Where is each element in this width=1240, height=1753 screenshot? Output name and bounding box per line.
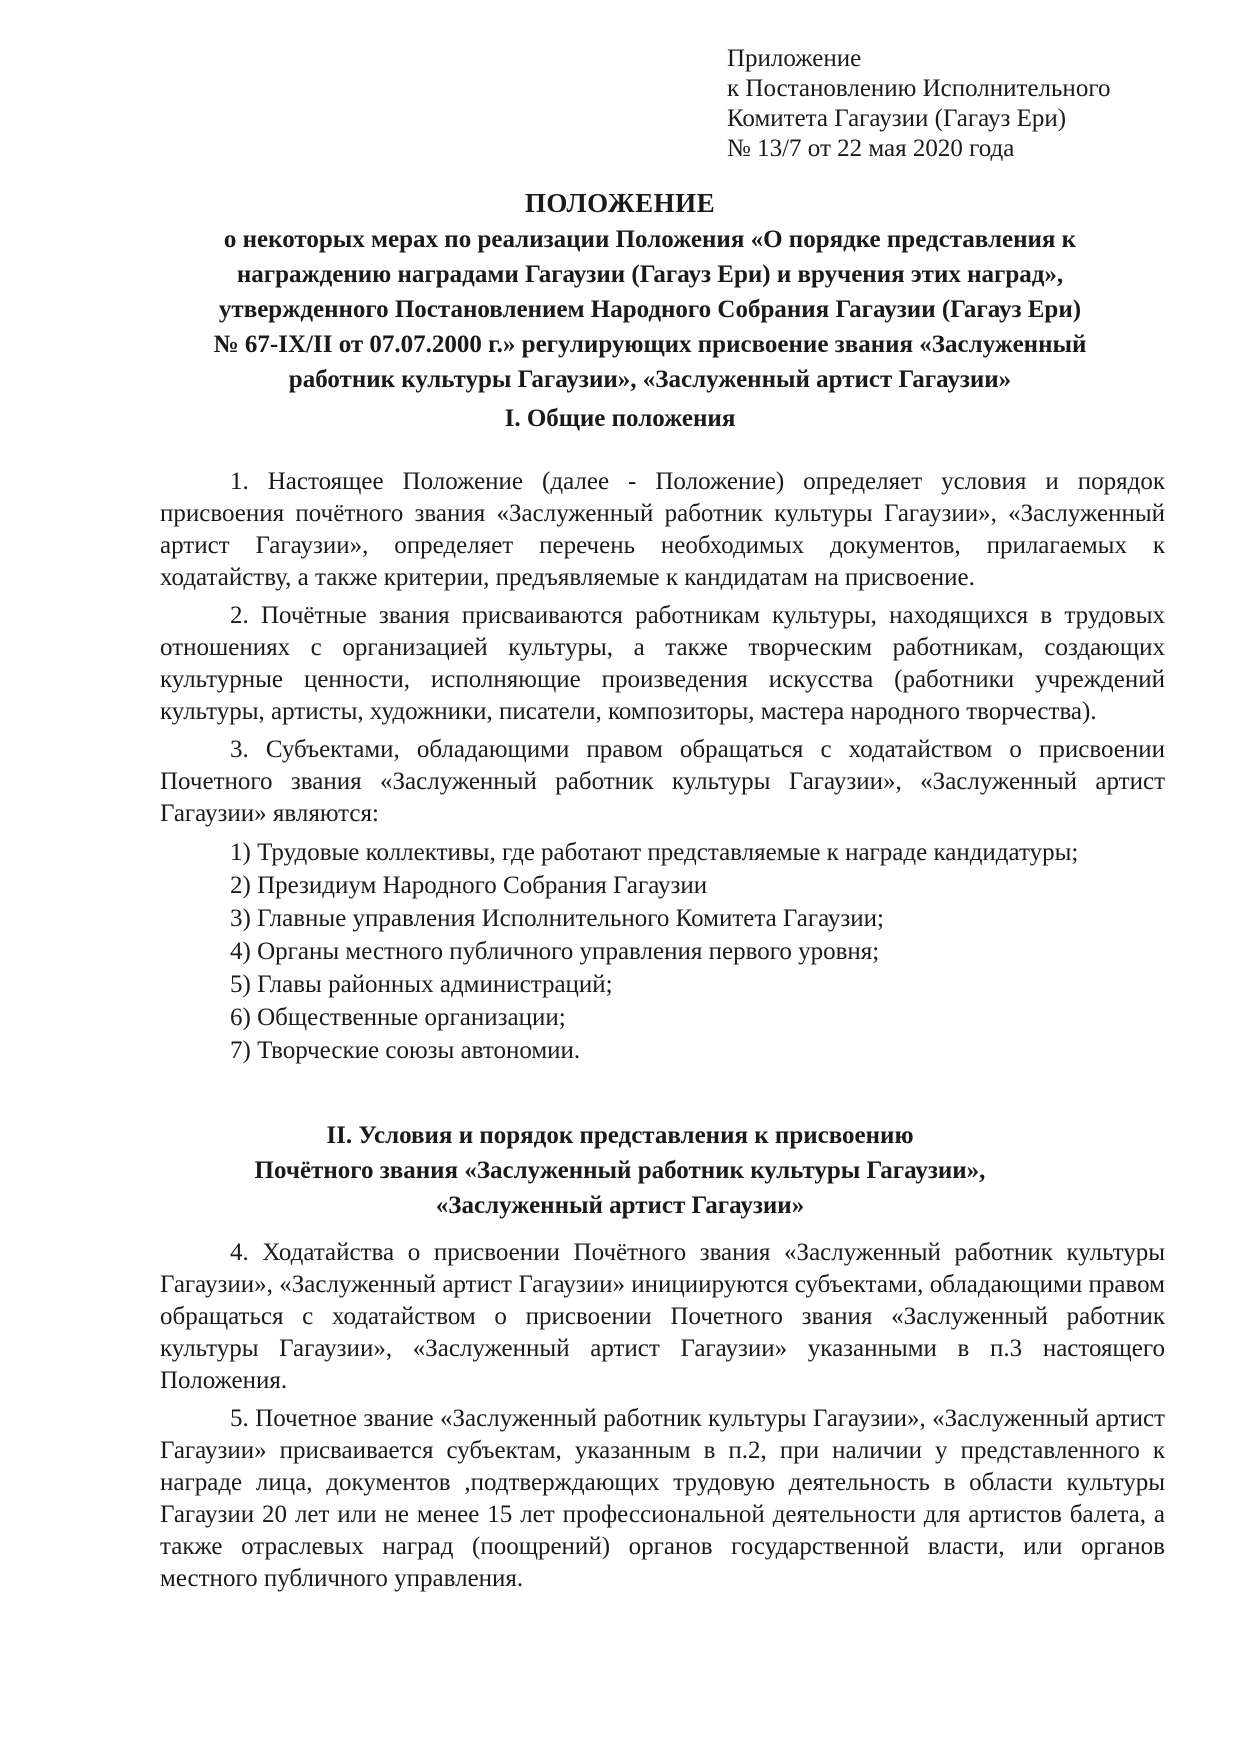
paragraph-4: 4. Ходатайства о присвоении Почётного звания «Заслуженный работник культуры Гагаузии», «Заслуженный артист Гагаузии» инициируются субъектами, обладающими правом обращаться с ходатайством о присвоении Почетного звания «Заслуженный работник культуры Гагаузии», «Заслуженный артист Гагаузии» указанными в п.3 настоящего Положения.	[160, 1239, 1165, 1394]
document-title: ПОЛОЖЕНИЕ	[524, 188, 716, 218]
list-item: 7) Творческие союзы автономии.	[230, 1037, 581, 1064]
heading-line: II. Условия и порядок представления к присвоению	[326, 1122, 914, 1149]
section-1-heading: I. Общие положения	[504, 405, 736, 432]
appendix-line: к Постановлению Исполнительного	[727, 75, 1111, 102]
paragraph-2: 2. Почётные звания присваиваются работникам культуры, находящихся в трудовых отношениях с организацией культуры, а также творческим работникам, создающих культурные ценности, исполняющие произведения искусства (работники учреждений культуры, артисты, художники, писатели, композиторы, мастера народного творчества).	[160, 602, 1165, 725]
paragraph-1: 1. Настоящее Положение (далее - Положение) определяет условия и порядок присвоения почётного звания «Заслуженный работник культуры Гагаузии», «Заслуженный артист Гагаузии», определяет перечень необходимых документов, прилагаемых к ходатайству, а также критерии, предъявляемые к кандидатам на присвоение.	[160, 468, 1165, 591]
list-item: 1) Трудовые коллективы, где работают представляемые к награде кандидатуры;	[230, 839, 1079, 866]
document-subtitle	[150, 222, 1150, 397]
subtitle-line: о некоторых мерах по реализации Положения «О порядке представления к	[223, 226, 1077, 253]
list-item: 6) Общественные организации;	[230, 1004, 566, 1031]
appendix-block	[727, 44, 1110, 164]
section-2-body	[160, 1237, 1165, 1601]
subtitle-line: утвержденного Постановлением Народного Собрания Гагаузии (Гагауз Ери)	[218, 296, 1082, 323]
paragraph-5: 5. Почетное звание «Заслуженный работник культуры Гагаузии», «Заслуженный артист Гагаузии» присваивается субъектам, указанным в п.2, при наличии у представленного к награде лица, документов ,подтверждающих трудовую деятельность в области культуры Гагаузии 20 лет или не менее 15 лет профессиональной деятельности для артистов балета, а также отраслевых наград (поощрений) органов государственной власти, или органов местного публичного управления.	[160, 1405, 1165, 1592]
appendix-line: Комитета Гагаузии (Гагауз Ери)	[727, 105, 1067, 132]
list-item: 2) Президиум Народного Собрания Гагаузии	[230, 872, 708, 899]
heading-line: «Заслуженный артист Гагаузии»	[435, 1192, 805, 1219]
appendix-line: № 13/7 от 22 мая 2020 года	[727, 135, 1015, 162]
subtitle-line: № 67-IX/II от 07.07.2000 г.» регулирующих присвоение звания «Заслуженный	[213, 331, 1087, 358]
section-1-body	[160, 466, 1165, 1067]
paragraph-3: 3. Субъектами, обладающими правом обращаться с ходатайством о присвоении Почетного звания «Заслуженный работник культуры Гагаузии», «Заслуженный артист Гагаузии» являются:	[160, 736, 1165, 827]
list-item: 4) Органы местного публичного управления первого уровня;	[230, 938, 880, 965]
list-item: 5) Главы районных администраций;	[230, 971, 613, 998]
list-item: 3) Главные управления Исполнительного Комитета Гагаузии;	[230, 905, 885, 932]
appendix-line: Приложение	[727, 45, 862, 72]
section-2-heading	[0, 1118, 1240, 1223]
subtitle-line: награждению наградами Гагаузии (Гагауз Ери) и вручения этих наград»,	[236, 261, 1064, 288]
heading-line: Почётного звания «Заслуженный работник культуры Гагаузии»,	[254, 1157, 986, 1184]
subtitle-line: работник культуры Гагаузии», «Заслуженный артист Гагаузии»	[288, 366, 1012, 393]
